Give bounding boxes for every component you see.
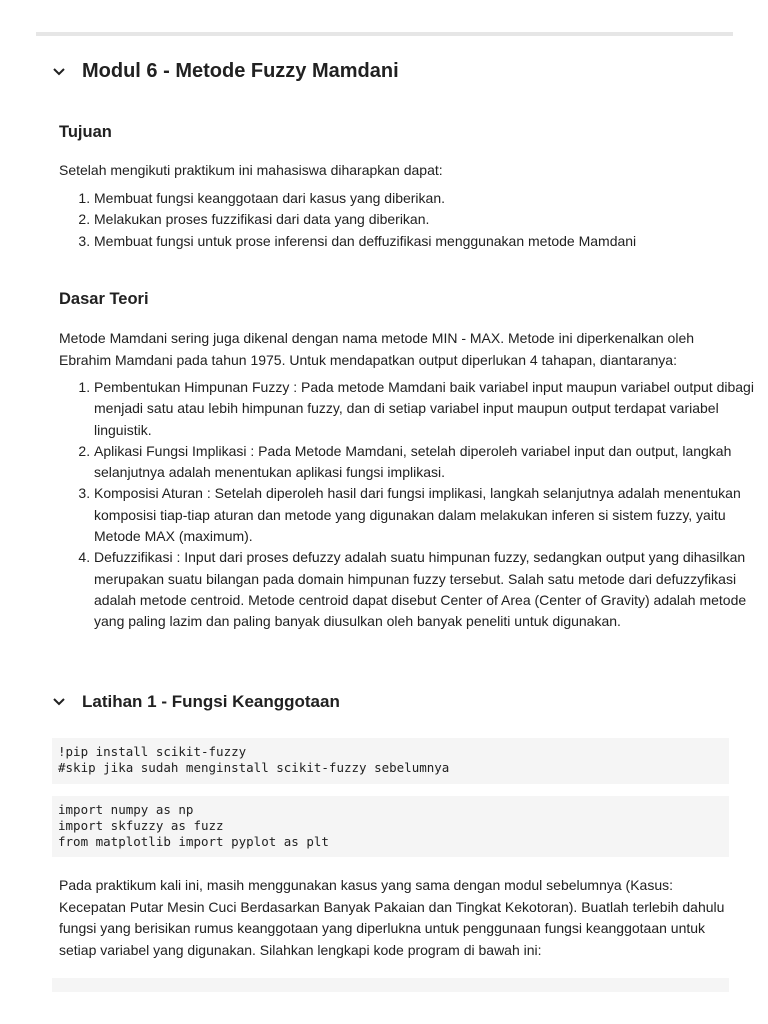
list-item: 1. Membuat fungsi keanggotaan dari kasus yang diberikan.: [94, 188, 764, 209]
dasar-teori-intro: Metode Mamdani sering juga dikenal dengan nama metode MIN - MAX. Metode ini diperkenalkan oleh Ebrahim Mamdani pada tahun 1975. Untuk mendapatkan output diperlukan 4 tahapan, diantaranya:: [59, 330, 695, 368]
dasar-teori-heading: Dasar Teori: [59, 290, 149, 308]
tujuan-heading: Tujuan: [59, 123, 112, 141]
top-divider: [36, 32, 733, 36]
code-line: import skfuzzy as fuzz: [58, 817, 224, 833]
list-item: 4. Defuzzifikasi : Input dari proses defuzzy adalah suatu himpunan fuzzy, sedangkan output yang dihasilkan merupakan suatu bilangan pada domain himpunan fuzzy tersebut. Salah satu metode dari defuzzyfikasi adalah metode centroid. Metode centroid dapat disebut Center of Area (Center of Gravity) adalah metode yang paling lazim dan paling banyak diusulkan oleh banyak peneliti untuk digunakan.: [94, 547, 764, 632]
list-item: 1. Pembentukan Himpunan Fuzzy : Pada metode Mamdani baik variabel input maupun variabel output dibagi menjadi satu atau lebih himpunan fuzzy, dan di setiap variabel input maupun output terdapat variabel linguistik.: [94, 377, 764, 441]
list-item: 3. Membuat fungsi untuk prose inferensi dan deffuzifikasi menggunakan metode Mamdani: [94, 231, 764, 252]
latihan-title: Latihan 1 - Fungsi Keanggotaan: [82, 692, 340, 711]
code-line: from matplotlib import pyplot as plt: [58, 833, 329, 849]
latihan-paragraph: Pada praktikum kali ini, masih menggunakan kasus yang sama dengan modul sebelumnya (Kasus: Kecepatan Putar Mesin Cuci Berdasarkan Banyak Pakaian dan Tingkat Kekotoran). Buatlah terlebih dahulu fungsi yang berisikan rumus keanggotaan yang diperlukna untuk penggunaan fungsi keanggotaan untuk setiap variabel yang digunakan. Silahkan lengkapi kode program di bawah ini:: [59, 877, 725, 958]
list-item: 2. Melakukan proses fuzzifikasi dari data yang diberikan.: [94, 209, 764, 230]
code-cell-install[interactable]: [52, 738, 729, 784]
code-line: !pip install scikit-fuzzy: [58, 744, 247, 759]
module-section-header[interactable]: [52, 60, 399, 83]
page-bottom-margin: [0, 992, 768, 1024]
chevron-down-icon[interactable]: [52, 65, 66, 79]
dasar-teori-list: [59, 377, 764, 633]
latihan-section-header[interactable]: [52, 692, 340, 712]
list-item: 3. Komposisi Aturan : Setelah diperoleh hasil dari fungsi implikasi, langkah selanjutnya adalah menentukan komposisi tiap-tiap aturan dan metode yang digunakan dalam melakukan inferen si sistem fuzzy, yaitu Metode MAX (maximum).: [94, 483, 764, 547]
code-cell-partial[interactable]: [52, 978, 729, 992]
tujuan-intro: Setelah mengikuti praktikum ini mahasiswa diharapkan dapat:: [59, 162, 443, 178]
chevron-down-icon[interactable]: [52, 695, 66, 709]
code-cell-imports[interactable]: [52, 796, 729, 857]
code-line: import numpy as np: [58, 802, 194, 817]
module-title: Modul 6 - Metode Fuzzy Mamdani: [82, 60, 399, 82]
tujuan-list: [59, 188, 764, 252]
list-item: 2. Aplikasi Fungsi Implikasi : Pada Metode Mamdani, setelah diperoleh variabel input dan output, langkah selanjutnya adalah menentukan aplikasi fungsi implikasi.: [94, 441, 764, 484]
code-line: #skip jika sudah menginstall scikit-fuzzy sebelumnya: [58, 759, 450, 775]
